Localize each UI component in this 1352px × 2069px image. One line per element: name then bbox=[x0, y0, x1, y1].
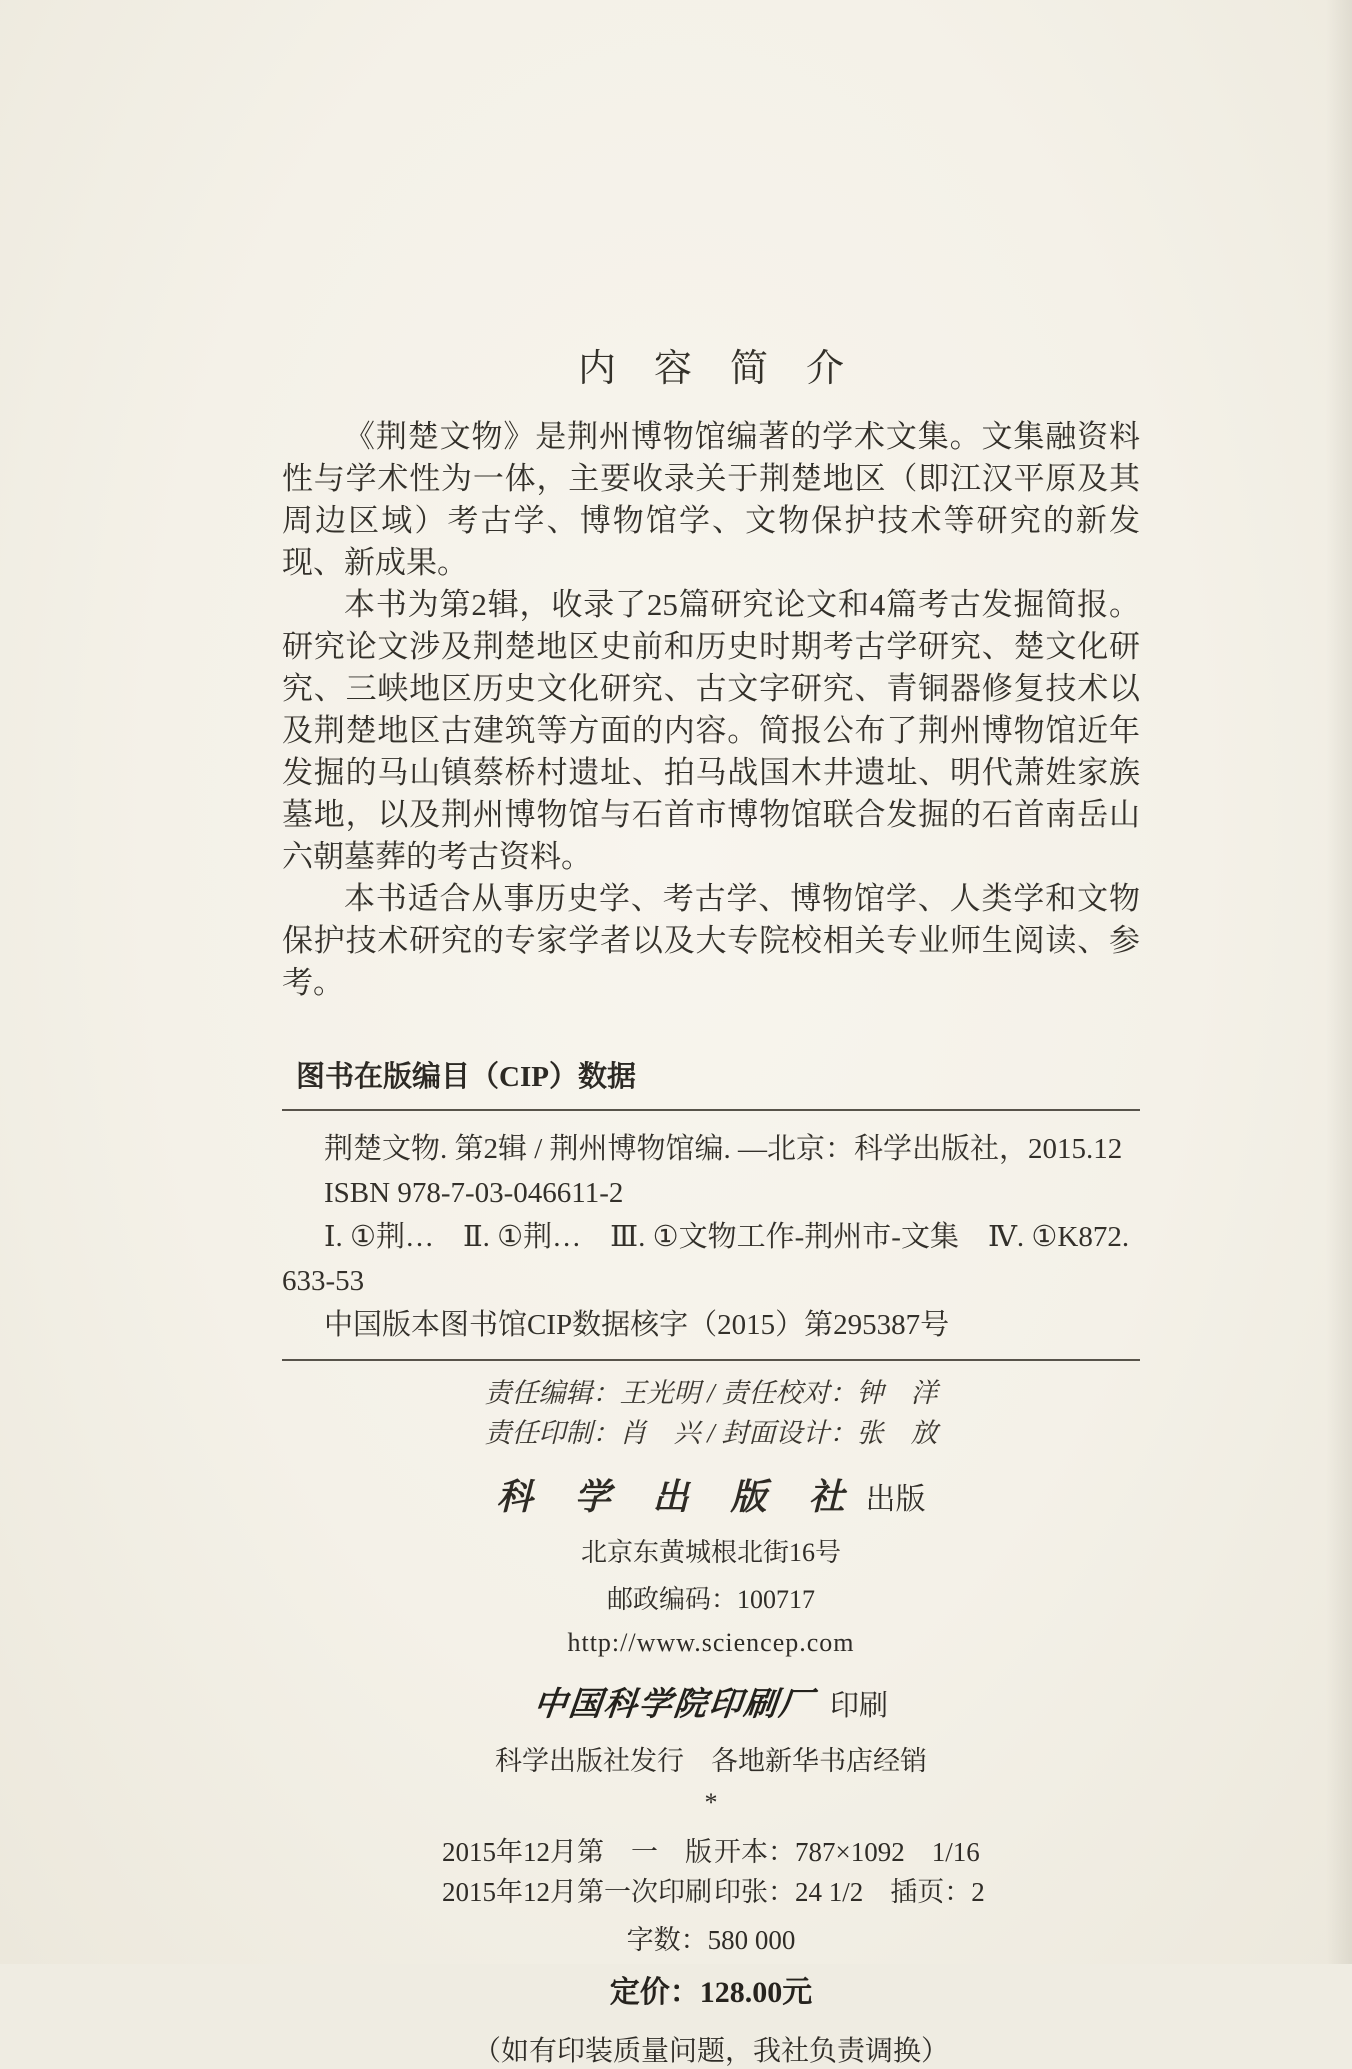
printer-line bbox=[282, 1678, 1140, 1725]
cip-title-line: 荆楚文物. 第2辑 / 荆州博物馆编. —北京：科学出版社，2015.12 bbox=[324, 1133, 1123, 1165]
quality-notice: （如有印装质量问题，我社负责调换） bbox=[472, 2036, 949, 2067]
price-value: 128.00元 bbox=[699, 1976, 813, 2009]
cip-classification-continuation: 633-53 bbox=[282, 1265, 365, 1297]
cip-classification-line: Ⅰ. ①荆… Ⅱ. ①荆… Ⅲ. ①文物工作-荆州市-文集 Ⅳ. ①K872. bbox=[324, 1221, 1130, 1253]
intro-paragraph-3: 本书适合从事历史学、考古学、博物馆学、人类学和文物保护技术研究的专家学者以及大专院校相关专业师生阅读、参考。 bbox=[282, 881, 1140, 1000]
intro-paragraph-2: 本书为第2辑，收录了25篇研究论文和4篇考古发掘简报。研究论文涉及荆楚地区史前和历史时期考古学研究、楚文化研究、三峡地区历史文化研究、古文字研究、青铜器修复技术以及荆楚地区古建筑等方面的内容。简报公布了荆州博物馆近年发掘的马山镇蔡桥村遗址、拍马战国木井遗址、明代萧姓家族墓地，以及荆州博物馆与石首市博物馆联合发掘的石首南岳山六朝墓葬的考古资料。 bbox=[282, 587, 1140, 874]
cip-record-number-line: 中国版本图书馆CIP数据核字（2015）第295387号 bbox=[324, 1309, 950, 1341]
cip-isbn-line: ISBN 978-7-03-046611-2 bbox=[324, 1177, 624, 1209]
printer-suffix: 印刷 bbox=[829, 1690, 888, 1722]
edition-date: 2015年12月第 一 版 bbox=[442, 1837, 712, 1867]
printer-logotype: 中国科学院印刷厂 bbox=[531, 1687, 816, 1723]
intro-paragraph-1: 《荆楚文物》是荆州博物馆编著的学术文集。文集融资料性与学术性为一体，主要收录关于荆楚地区（即江汉平原及其周边区域）考古学、博物馆学、文物保护技术等研究的新发现、新成果。 bbox=[282, 419, 1140, 580]
distribution-line: 科学出版社发行 各地新华书店经销 bbox=[495, 1746, 927, 1776]
printing-row bbox=[442, 1872, 1140, 1912]
sheets-inserts-spec: 印张：24 1/2 插页：2 bbox=[714, 1877, 985, 1907]
edition-row bbox=[442, 1832, 1140, 1872]
staff-editors-line: 责任编辑：王光明 / 责任校对：钟 洋 bbox=[484, 1378, 938, 1408]
publish-suffix: 出版 bbox=[865, 1483, 926, 1516]
content-summary-section bbox=[282, 416, 1140, 1004]
publisher-logotype: 科 学 出 版 社 bbox=[496, 1477, 848, 1517]
cip-data-block bbox=[282, 1054, 1140, 1361]
page-title: 内 容 简 介 bbox=[577, 348, 844, 390]
printing-date: 2015年12月第一次印刷 bbox=[442, 1877, 712, 1907]
printing-colophon bbox=[282, 1832, 1140, 2069]
cip-body bbox=[282, 1111, 1140, 1361]
publisher-block bbox=[282, 1469, 1140, 1818]
page-content bbox=[282, 0, 1140, 2069]
staff-credits bbox=[282, 1373, 1140, 1453]
word-count: 字数：580 000 bbox=[626, 1925, 796, 1955]
publisher-line bbox=[282, 1469, 1140, 1520]
publisher-address: 北京东黄城根北街16号 bbox=[580, 1538, 841, 1567]
price-label: 定价： bbox=[609, 1976, 700, 2009]
price-line bbox=[282, 1967, 1140, 2011]
staff-printing-design-line: 责任印制：肖 兴 / 封面设计：张 放 bbox=[484, 1418, 938, 1448]
publisher-website: http://www.sciencep.com bbox=[567, 1628, 855, 1657]
format-spec: 开本：787×1092 1/16 bbox=[714, 1837, 980, 1867]
asterisk-separator: * bbox=[704, 1788, 718, 1817]
publisher-postcode: 邮政编码：100717 bbox=[606, 1585, 815, 1614]
cip-heading: 图书在版编目（CIP）数据 bbox=[282, 1054, 1140, 1111]
